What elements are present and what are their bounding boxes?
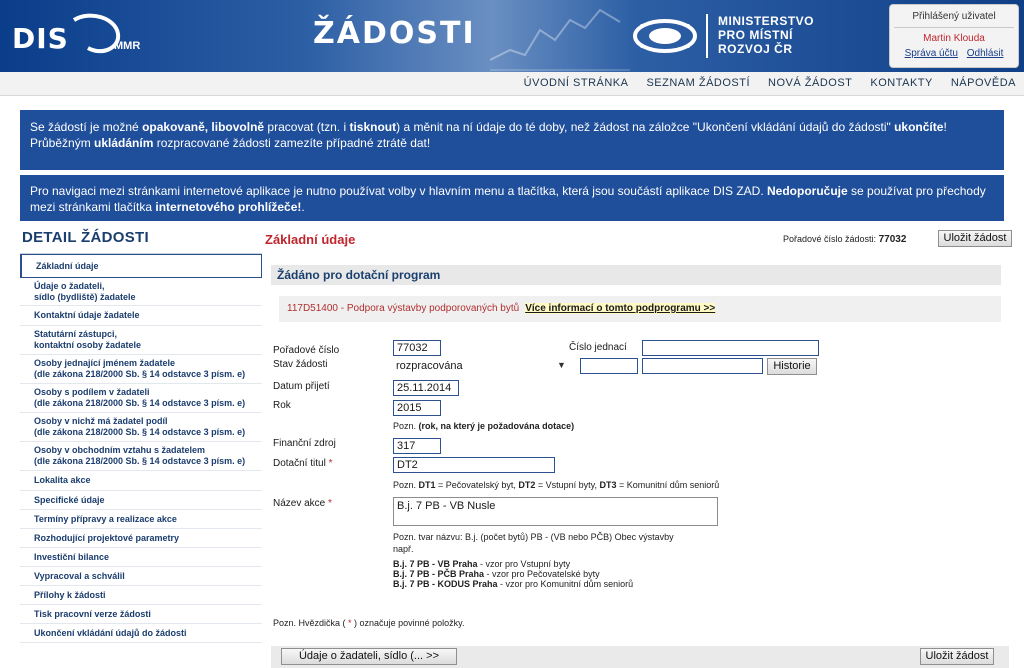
nav-contacts[interactable]: KONTAKTY: [870, 77, 933, 89]
funding-source-input[interactable]: 317: [393, 438, 441, 454]
info1-text-4: !: [943, 120, 947, 134]
save-button-top[interactable]: Uložit žádost: [938, 230, 1012, 247]
info-box-editing: [20, 110, 1004, 170]
program-code: 117D51400 - Podpora výstavby podporovaných bytů: [287, 303, 520, 314]
user-box: [889, 4, 1019, 68]
app-title: ŽÁDOSTI: [313, 16, 476, 51]
info1-text-2: pracovat (tzn. i: [264, 120, 350, 134]
sidebar-item-label: Rozhodující projektové parametry: [34, 532, 180, 543]
sidebar-item-label: Osoby s podílem v žadateli (dle zákona 218/2000 Sb. § 14 odstavce 3 písm. e): [34, 387, 246, 408]
action-name-label: Název akce *: [273, 498, 332, 509]
info1-text-3: ) a měnit na ní údaje do té doby, než žádost na záložce "Ukončení vkládání údajů do žádosti": [396, 120, 895, 134]
sidebar-item-label: Přílohy k žádosti: [34, 589, 106, 600]
nav-help[interactable]: NÁPOVĚDA: [950, 77, 1016, 89]
sidebar-item-label: Termíny přípravy a realizace akce: [34, 513, 177, 524]
sidebar-item-persons-owned[interactable]: [20, 413, 262, 442]
status-label: Stav žádosti: [273, 359, 328, 370]
info-box-navigation: [20, 175, 1004, 221]
sidebar-item-label: Kontaktní údaje žadatele: [34, 310, 140, 320]
sidebar-item-attachments[interactable]: [20, 586, 262, 605]
save-button-bottom[interactable]: Uložit žádost: [920, 648, 994, 665]
sidebar-item-label: Vypracoval a schválil: [34, 570, 125, 581]
received-date-input[interactable]: 25.11.2014: [393, 380, 459, 396]
sidebar-item-statutory[interactable]: [20, 326, 262, 355]
sidebar-item-label: Lokalita akce: [34, 475, 91, 485]
action-name-note: Pozn. tvar názvu: B.j. (počet bytů) PB - (VB nebo PČB) Obec výstavby např.: [393, 532, 674, 554]
header-banner: [0, 0, 1024, 72]
status-extra-input-2[interactable]: [642, 358, 763, 374]
sidebar-item-investment[interactable]: [20, 548, 262, 567]
reference-number-input[interactable]: [642, 340, 819, 356]
sidebar-item-location[interactable]: [20, 471, 262, 491]
info2-text-2: se používat pro přechody mezi stránkami tlačítka: [30, 184, 986, 214]
sidebar-item-specific[interactable]: [20, 491, 262, 510]
info1-bold-2: tisknout: [349, 120, 397, 134]
action-name-textarea[interactable]: B.j. 7 PB - VB Nusle: [393, 497, 718, 526]
ministry-emblem-icon: [632, 16, 698, 56]
mmr-logo-text: MMR: [114, 40, 141, 52]
sidebar-item-label: Základní údaje: [36, 260, 99, 271]
ministry-divider: [706, 14, 708, 58]
sidebar-item-prepared-by[interactable]: [20, 567, 262, 586]
sidebar-item-basic-data[interactable]: [20, 254, 262, 278]
sidebar: [20, 229, 262, 643]
sidebar-item-parameters[interactable]: [20, 529, 262, 548]
ministry-line-3: ROZVOJ ČR: [718, 42, 793, 56]
nav-applications-list[interactable]: SEZNAM ŽÁDOSTÍ: [646, 77, 751, 89]
user-name: Martin Klouda: [923, 33, 985, 44]
info1-line2-text-1: Průběžným: [30, 136, 95, 150]
subsidy-title-note: Pozn. DT1 = Pečovatelský byt, DT2 = Vstupní byty, DT3 = Komunitní dům seniorů: [393, 480, 720, 490]
chevron-down-icon[interactable]: ▼: [557, 360, 566, 370]
info1-bold-1: opakovaně, libovolně: [142, 120, 265, 134]
info2-text-1: Pro navigaci mezi stránkami internetové aplikace je nutno používat volby v hlavním menu a tlačítka, která jsou součástí aplikace DIS ZAD.: [30, 184, 768, 198]
sidebar-item-label: Osoby jednající jménem žadatele (dle zákona 218/2000 Sb. § 14 odstavce 3 písm. e): [34, 358, 246, 379]
sidebar-item-persons-acting[interactable]: [20, 355, 262, 384]
sidebar-item-persons-business[interactable]: [20, 442, 262, 471]
received-date-label: Datum přijetí: [273, 381, 330, 392]
action-name-examples: B.j. 7 PB - VB Praha - vzor pro Vstupní byty B.j. 7 PB - PČB Praha - vzor pro Pečovatelské byty B.j. 7 PB - KODUS Praha - vzor pro Komunitní dům seniorů: [393, 559, 634, 589]
program-more-info-link[interactable]: Více informací o tomto podprogramu >>: [525, 303, 716, 314]
chart-decoration-icon: [490, 0, 630, 72]
status-select[interactable]: rozpracována: [396, 360, 463, 372]
funding-source-label: Finanční zdroj: [273, 438, 336, 449]
nav-home[interactable]: ÚVODNÍ STRÁNKA: [523, 77, 629, 89]
program-row: [279, 296, 1001, 322]
sidebar-item-print[interactable]: [20, 605, 262, 624]
section-title: Základní údaje: [265, 232, 356, 247]
info1-line2-bold: ukládáním: [94, 136, 154, 150]
sidebar-item-label: Specifické údaje: [34, 494, 105, 505]
program-heading: Žádáno pro dotační program: [271, 265, 1001, 285]
info2-bold-2: internetového prohlížeče!: [155, 200, 302, 214]
logout-link[interactable]: Odhlásit: [966, 48, 1004, 59]
year-label: Rok: [273, 400, 291, 411]
top-nav: [0, 72, 1024, 96]
dis-logo: DIS: [12, 22, 69, 55]
year-input[interactable]: 2015: [393, 400, 441, 416]
sidebar-item-label: Ukončení vkládání údajů do žádosti: [34, 627, 187, 638]
order-number-input[interactable]: 77032: [393, 340, 441, 356]
sidebar-item-label: Statutární zástupci, kontaktní osoby žadatele: [34, 329, 142, 350]
sidebar-item-label: Osoby v obchodním vztahu s žadatelem (dle zákona 218/2000 Sb. § 14 odstavce 3 písm. e): [34, 445, 246, 466]
order-number-label: Pořadové číslo: [273, 345, 340, 356]
sidebar-item-applicant-data[interactable]: [20, 278, 262, 306]
status-extra-input-1[interactable]: [580, 358, 638, 374]
order-number-display: Pořadové číslo žádosti: 77032: [783, 234, 907, 245]
sidebar-title: DETAIL ŽÁDOSTI: [22, 229, 149, 246]
info1-bold-3: ukončíte: [894, 120, 944, 134]
sidebar-item-terms[interactable]: [20, 510, 262, 529]
sidebar-item-label: Investiční bilance: [34, 551, 110, 562]
subsidy-title-input[interactable]: DT2: [393, 457, 555, 473]
info1-line2-text-2: rozpracované žádosti zamezíte případné ztrátě dat!: [153, 136, 431, 150]
sidebar-item-label: Tisk pracovní verze žádosti: [34, 608, 151, 619]
history-button[interactable]: Historie: [767, 358, 817, 375]
logged-user-label: Přihlášený uživatel: [912, 11, 996, 22]
user-box-divider: [894, 27, 1014, 28]
info1-text-1: Se žádostí je možné: [30, 120, 143, 134]
reference-number-label: Číslo jednací: [569, 342, 627, 353]
sidebar-item-label: Osoby v nichž má žadatel podíl (dle zákona 218/2000 Sb. § 14 odstavce 3 písm. e): [34, 416, 246, 437]
subsidy-title-label: Dotační titul *: [273, 458, 333, 469]
required-fields-note: Pozn. Hvězdička ( * ) označuje povinné položky.: [273, 618, 465, 628]
ministry-line-2: PRO MÍSTNÍ: [718, 28, 794, 42]
next-applicant-data-button[interactable]: Údaje o žadateli, sídlo (... >>: [281, 648, 457, 665]
year-note: Pozn. (rok, na který je požadována dotace): [393, 421, 575, 431]
ministry-name: [718, 14, 814, 56]
sidebar-item-label: Údaje o žadateli, sídlo (bydliště) žadatele: [34, 280, 136, 302]
sidebar-item-persons-share[interactable]: [20, 384, 262, 413]
ministry-line-1: MINISTERSTVO: [718, 14, 815, 28]
sidebar-item-finish[interactable]: [20, 624, 262, 643]
account-settings-link[interactable]: Správa účtu: [904, 48, 958, 59]
info2-bold-1: Nedoporučuje: [767, 184, 848, 198]
info2-text-3: .: [301, 200, 305, 214]
nav-new-application[interactable]: NOVÁ ŽÁDOST: [768, 77, 853, 89]
sidebar-item-contact-data[interactable]: [20, 306, 262, 326]
